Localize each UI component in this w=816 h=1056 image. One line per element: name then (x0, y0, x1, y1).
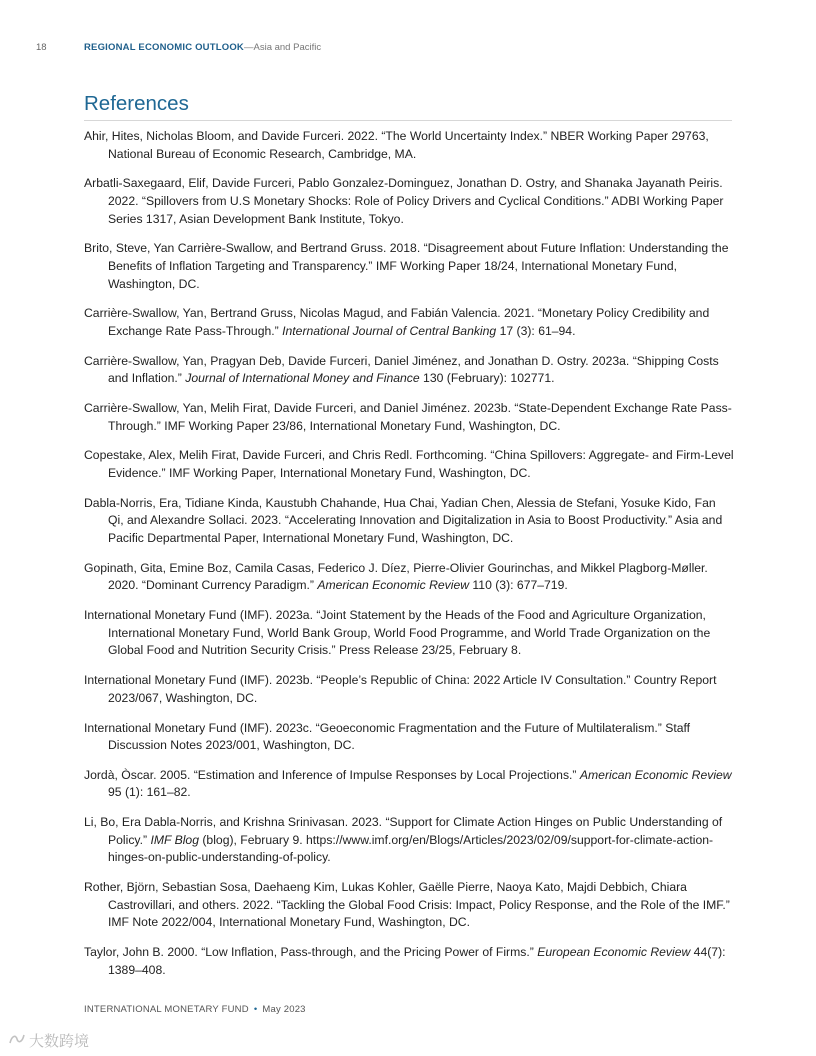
watermark-text: 大数跨境 (29, 1033, 90, 1050)
section-title: References (84, 92, 189, 115)
footer-separator: • (253, 1004, 258, 1015)
reference-item: International Monetary Fund (IMF). 2023a. “Joint Statement by the Heads of the Food and Agriculture Organization, International Monetary Fund, World Bank Group, World Food Programme, and World Trade Organization on the Global Food and Nutrition Security Crisis.” Press Release 23/25, February 8. (84, 608, 711, 658)
watermark (8, 1030, 89, 1051)
running-footer (84, 1004, 306, 1015)
reference-item: Arbatli-Saxegaard, Elif, Davide Furceri, Pablo Gonzalez-Dominguez, Jonathan D. Ostry, and Shanaka Jayanath Peiris. 2022. “Spillovers from U.S Monetary Shocks: Role of Policy Drivers and Cyclical Conditions.” ADBI Working Paper Series 1317, Asian Development Bank Institute, Tokyo. (84, 176, 724, 226)
reference-item: Carrière-Swallow, Yan, Melih Firat, Davide Furceri, and Daniel Jiménez. 2023b. “State-Dependent Exchange Rate Pass-Through.” IMF Working Paper 23/86, International Monetary Fund, Washington, DC. (84, 401, 732, 433)
logo-icon (8, 1032, 26, 1049)
reference-list (84, 128, 734, 992)
page-number: 18 (36, 41, 47, 53)
reference-item: Jordà, Òscar. 2005. “Estimation and Inference of Impulse Responses by Local Projections.” American Economic Review 95 (1): 161–82. (84, 767, 732, 800)
reference-item: Carrière-Swallow, Yan, Bertrand Gruss, Nicolas Magud, and Fabián Valencia. 2021. “Monetary Policy Credibility and Exchange Rate Pass-Through.” International Journal of Central Banking 17 (3): 61–94. (84, 306, 710, 338)
reference-item: Gopinath, Gita, Emine Boz, Camila Casas, Federico J. Díez, Pierre-Olivier Gourinchas, and Mikkel Plagborg-Møller. 2020. “Dominant Currency Paradigm.” American Economic Review 110 (3): 677–719. (84, 560, 708, 593)
title-divider (84, 120, 732, 121)
running-header (36, 40, 321, 54)
reference-item: Carrière-Swallow, Yan, Pragyan Deb, Davide Furceri, Daniel Jiménez, and Jonathan D. Ostry. 2023a. “Shipping Costs and Inflation.” Journal of International Money and Finance 130 (February): 102771. (84, 353, 719, 386)
reference-item: Copestake, Alex, Melih Firat, Davide Furceri, and Chris Redl. Forthcoming. “China Spillovers: Aggregate- and Firm-Level Evidence.” IMF Working Paper, International Monetary Fund, Washington, DC. (84, 448, 734, 481)
reference-item: Li, Bo, Era Dabla-Norris, and Krishna Srinivasan. 2023. “Support for Climate Action Hinges on Public Understanding of Policy.” IMF Blog (blog), February 9. https://www.imf.org/en/Blogs/Articles/2023/02/09/support-for-climate-action-hinges-on-public-understanding-of-policy. (84, 815, 723, 865)
reference-item: Dabla-Norris, Era, Tidiane Kinda, Kaustubh Chahande, Hua Chai, Yadian Chen, Alessia de Stefani, Yosuke Kido, Fan Qi, and Alexandre Sollaci. 2023. “Accelerating Innovation and Digitalization in Asia to Boost Productivity.” Asia and Pacific Departmental Paper, International Monetary Fund, Washington, DC. (84, 495, 723, 545)
reference-item: International Monetary Fund (IMF). 2023c. “Geoeconomic Fragmentation and the Future of Multilateralism.” Staff Discussion Notes 2023/001, Washington, DC. (84, 720, 691, 753)
report-subtitle: —Asia and Pacific (244, 41, 322, 53)
footer-date: May 2023 (262, 1004, 306, 1015)
reference-item: Rother, Björn, Sebastian Sosa, Daehaeng Kim, Lukas Kohler, Gaëlle Pierre, Naoya Kato, Majdi Debbich, Chiara Castrovillari, and others. 2022. “Tackling the Global Food Crisis: Impact, Policy Response, and the Role of the IMF.” IMF Note 2022/004, International Monetary Fund, Washington, DC. (84, 880, 730, 930)
reference-item: Ahir, Hites, Nicholas Bloom, and Davide Furceri. 2022. “The World Uncertainty Index.” NBER Working Paper 29763, National Bureau of Economic Research, Cambridge, MA. (84, 129, 709, 161)
reference-item: Taylor, John B. 2000. “Low Inflation, Pass-through, and the Pricing Power of Firms.” European Economic Review 44(7): 1389–408. (84, 945, 726, 977)
footer-org: INTERNATIONAL MONETARY FUND (84, 1004, 249, 1015)
report-name: REGIONAL ECONOMIC OUTLOOK (84, 41, 244, 53)
reference-item: International Monetary Fund (IMF). 2023b. “People’s Republic of China: 2022 Article IV Consultation.” Country Report 2023/067, Washington, DC. (84, 673, 717, 705)
reference-item: Brito, Steve, Yan Carrière-Swallow, and Bertrand Gruss. 2018. “Disagreement about Future Inflation: Understanding the Benefits of Inflation Targeting and Transparency.” IMF Working Paper 18/24, International Monetary Fund, Washington, DC. (84, 241, 729, 291)
